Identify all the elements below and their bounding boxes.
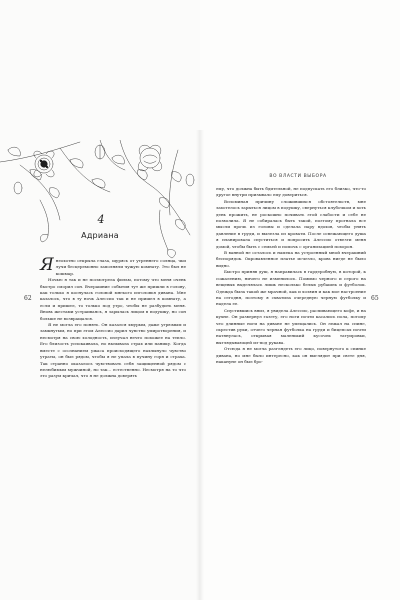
drop-cap: Я: [40, 255, 54, 275]
left-body-text: [40, 255, 186, 380]
page-number-left: 62: [24, 295, 32, 302]
floral-illustration: [0, 140, 200, 260]
paragraph: Отсюда я не могла разглядеть его лицо, повернутого к спинке дивана, но мне было интересно, как он выглядит при свете дня, накануне он был бро-: [216, 346, 366, 364]
paragraph: [40, 255, 186, 277]
right-page: [200, 0, 400, 600]
paragraph-text: неохотно открыла глаза, щурясь от утреннего солнца, чьи лучи бесцеремонно заполняли чужую комнату. Это был не кошмар.: [55, 258, 186, 276]
chapter-number: 4: [97, 213, 105, 226]
paragraph: ему, что должна быть бдительной, не подпускать его близко, что-то другое внутри призывало ему довериться.: [216, 186, 366, 198]
paragraph: Ночью я так и не посмотрела фильм, потому что меня очень быстро сморил сон. Вчерашние события тут же пришли в голову, как только я коснулась головой мягкого изголовья дивана. Мне казалось, что в ту ночь Алессио так и не пришел в комнату, а если и пришел, то только под утро, чтобы не разбудить меня. Вновь жестами устраиваясь, я зарылась лицом в подушку, но сон больше не возвращался.: [40, 277, 186, 321]
book-gutter: [196, 130, 204, 600]
page-number-right: 65: [371, 295, 379, 302]
paragraph: Быстро приняв душ, я направилась в гардеробную, в которой, к сожалению, ничего не изменилось. Помимо черного и серого на вещевых выделялась лишь несколько белых рубашек и футболок. Одежда была такой же мрачной, как и хозяин и как мое настроение на сегодня, поэтому я схватила очередную черную футболку и надела ее.: [216, 269, 366, 307]
right-body-text: [216, 186, 366, 365]
paragraph: Спустившись вниз, я увидела Алессио, распивающего кофе, и на кухне. Он развернул газету, его ноги почти касались пола, потому что длинные ноги на диване не умещались. Он лежал на спине, скрестив руки, отчего черная футболка на груди и бицепсах почти натянулась, открывая маленький кусочек татуировки, выглядывающей из-под рукава.: [216, 307, 366, 345]
chapter-title: Адриана: [81, 231, 119, 240]
running-head: ВО ВЛАСТИ ВЫБОРА: [269, 174, 327, 179]
paragraph: Вспоминая причину сложившихся обстоятельств, мне захотелось зарыться лицом в подушку, свернуться клубочком и хоть день прожить, не роскошно почивать этой слабости и себе не позволила. Я не собиралась быть такой, поэтому прогнала все мысли прочь из головы и сделала пару вдохов, чтобы унять давление в груди, и вылезла из кровати. После освежающего душа я планировала спуститься и попросить Алессио отвезти меня домой, чтобы быть с семьей и помочь с организацией похорон.: [216, 198, 366, 249]
paragraph: В ванной не осталось и намека на устроенный мной вчерашний беспорядок. Окровавленное платье исчезло, кровь нигде не было видно.: [216, 250, 366, 268]
paragraph: Я не могла его понять. Он казался хмурым, даже угрюмым и замкнутым, но при этом Алессио дарил чувство умиротворения, и несмотря на свою холодность, излучал нечто похожее на тепло. Его близость успокаивала, но вызывала страх или панику. Когда вместе с осознанием ужаса происходящего нахлынуло чувство утраты, он был рядом, чтобы я не упала в пучину горя и страха. Так странно оказалось чувствовать себя защищенной рядом с нелюбимым мужчиной, но так... естественно. Несмотря на то что это разум кричал, что я не должна доверять: [40, 322, 186, 379]
